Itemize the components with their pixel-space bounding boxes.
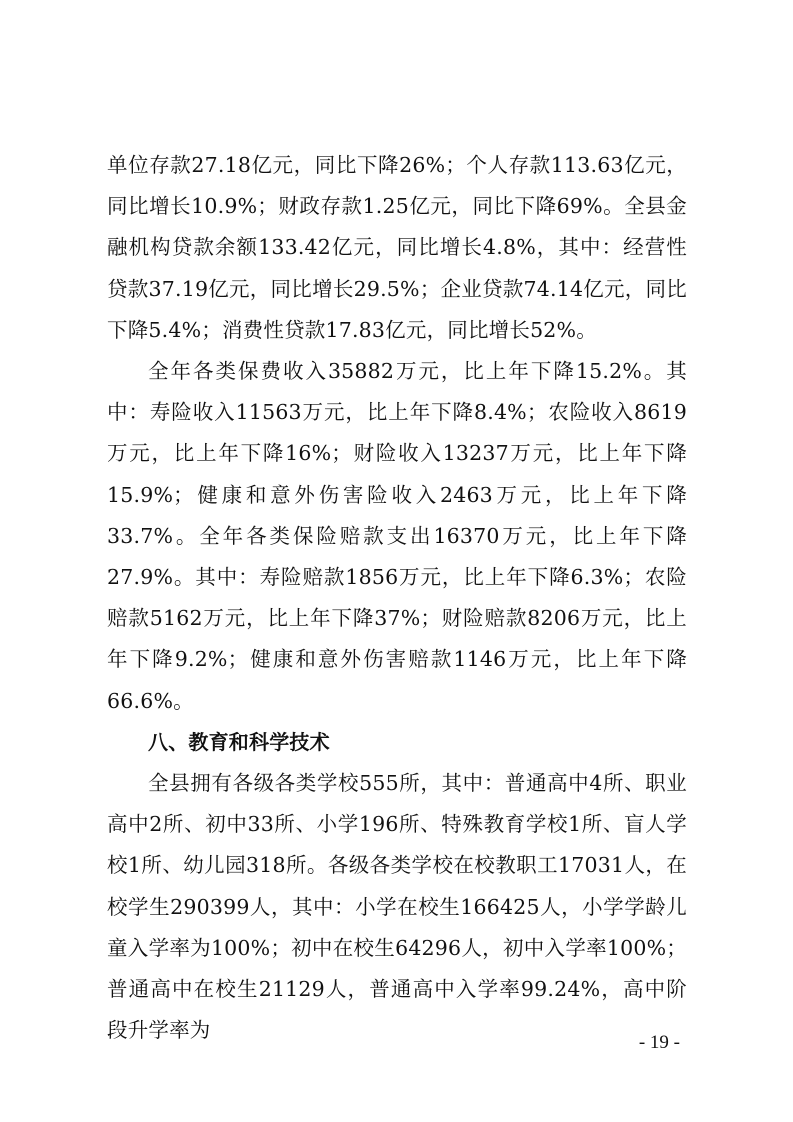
paragraph-finance-deposits-loans: 单位存款27.18亿元，同比下降26%；个人存款113.63亿元，同比增长10.9%；财政存款1.25亿元，同比下降69%。全县金融机构贷款余额133.42亿元，同比增长4.8%，其中：经营性贷款37.19亿元，同比增长29.5%；企业贷款74.14亿元，同比下降5.4%；消费性贷款17.83亿元，同比增长52%。 xyxy=(107,153,687,342)
section-heading-education: 八、教育和科学技术 xyxy=(148,729,330,754)
page-number: - 19 - xyxy=(638,1032,680,1053)
paragraph-schools: 全县拥有各级各类学校555所，其中：普通高中4所、职业高中2所、初中33所、小学196所、特殊教育学校1所、盲人学校1所、幼儿园318所。各级各类学校在校教职工17031人，在校学生290399人，其中：小学在校生166425人，小学学龄儿童入学率为100%；初中在校生64296人，初中入学率100%；普通高中在校生21129人，普通高中入学率99.24%，高中阶段升学率为 xyxy=(107,771,687,1043)
body-text xyxy=(107,145,687,1051)
paragraph-insurance: 全年各类保费收入35882万元，比上年下降15.2%。其中：寿险收入11563万元，比上年下降8.4%；农险收入8619万元，比上年下降16%；财险收入13237万元，比上年下降15.9%；健康和意外伤害险收入2463万元，比上年下降33.7%。全年各类保险赔款支出16370万元，比上年下降27.9%。其中：寿险赔款1856万元，比上年下降6.3%；农险赔款5162万元，比上年下降37%；财险赔款8206万元，比上年下降9.2%；健康和意外伤害赔款1146万元，比上年下降66.6%。 xyxy=(107,359,687,713)
